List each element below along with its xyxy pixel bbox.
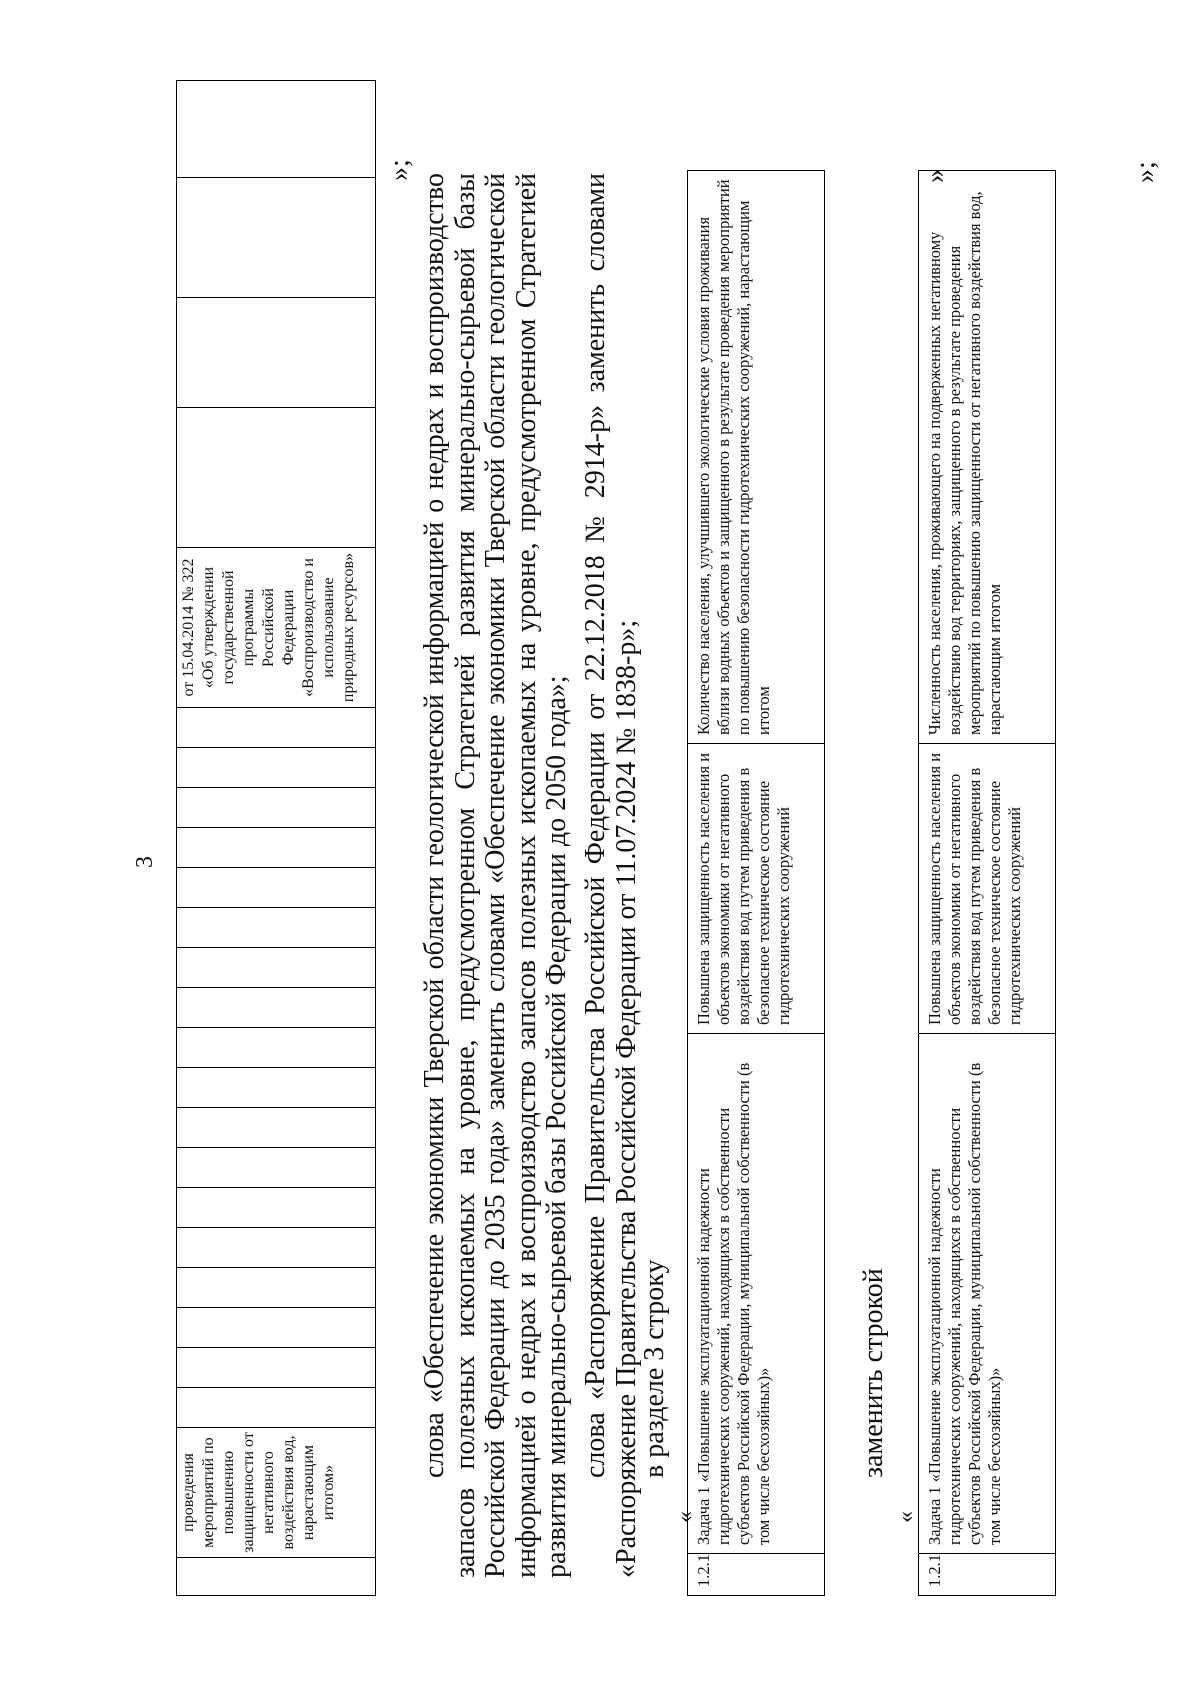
table-cell [177,1308,376,1348]
page-number: 3 [132,856,158,868]
table-cell [177,81,376,178]
old-row-table [687,170,825,1596]
closing-quote-mark: »; [384,159,415,181]
table-cell-indicator-tail: проведения мероприятий по повышению защищенности от негативного воздействия вод, нарастающим итогом» [177,1428,376,1558]
table-cell-program-reference: от 15.04.2014 № 322 «Об утверждении государственной программы Российской Федерации «Воспроизводство и использование природных ресурсов» [177,548,376,708]
table-cell [177,1108,376,1148]
table-cell [177,298,376,408]
table-cell [177,1188,376,1228]
table-cell [177,1068,376,1108]
row-number: 1.2.1 [688,1554,825,1596]
table-cell [177,1388,376,1428]
new-row-table [918,170,1056,1596]
section-3-row-instruction: в разделе 3 строку [639,1259,670,1478]
continued-table [176,80,376,1596]
row-number: 1.2.1 [919,1554,1056,1596]
table-cell [177,1228,376,1268]
opening-quote-mark: « [893,1511,919,1523]
row-task: Задача 1 «Повышение эксплуатационной надежности гидротехнических сооружений, находящихся в собственности субъектов Российской Федерации, муниципальной собственности (в том числе бесхозяйных)» [688,1034,825,1554]
table-cell [177,1558,376,1596]
table-cell [177,1028,376,1068]
table-cell [177,948,376,988]
row-result: Повышена защищенность населения и объектов экономики от негативного воздействия вод путем приведения в безопасное техническое состояние гидротехнических сооружений [688,744,825,1034]
table-cell [177,1268,376,1308]
table-cell [177,908,376,948]
table-cell [177,748,376,788]
amendment-paragraph-1: слова «Обеспечение экономики Тверской области геологической информацией о недрах и воспроизводство запасов полезных ископаемых на уровне, предусмотренном Стратегией развития минерально-сырьевой базы Российской Федерации до 2035 года» заменить словами «Обеспечение экономики Тверской области геологической информацией о недрах и воспроизводство запасов полезных ископаемых на уровне, предусмотренном Стратегией развития минерально-сырьевой базы Российской Федерации до 2050 года»; [419,173,572,1578]
table-cell [177,1348,376,1388]
table-cell [177,708,376,748]
row-indicator: Численность населения, проживающего на подверженных негативному воздействию вод территориях, защищенного в результате проведения мероприятий по повышению защищенности от негативного воздействия вод, нарастающим итогом [919,171,1056,744]
table-cell [177,788,376,828]
opening-quote-mark: « [672,1511,698,1523]
table-cell [177,988,376,1028]
row-indicator: Количество населения, улучшившего экологические условия проживания вблизи водных объектов и защищенного в результате проведения мероприятий по повышению безопасности гидротехнических сооружений, нарастающим итогом [688,171,825,744]
table-cell [177,868,376,908]
closing-quote-mark: » [920,169,951,183]
replace-with-row-instruction: заменить строкой [858,1268,889,1478]
table-cell [177,1148,376,1188]
row-task: Задача 1 «Повышение эксплуатационной надежности гидротехнических сооружений, находящихся в собственности субъектов Российской Федерации, муниципальной собственности (в том числе бесхозяйных)» [919,1034,1056,1554]
table-cell [177,408,376,548]
amendment-paragraph-2: слова «Распоряжение Правительства Российской Федерации от 22.12.2018 № 2914-р» заменить словами «Распоряжение Правительства Российской Федерации от 11.07.2024 № 1838-р»; [580,173,642,1578]
table-cell [177,828,376,868]
row-result: Повышена защищенность населения и объектов экономики от негативного воздействия вод путем приведения в безопасное техническое состояние гидротехнических сооружений [919,744,1056,1034]
closing-quote-mark: »; [1130,161,1161,183]
table-cell [177,178,376,298]
